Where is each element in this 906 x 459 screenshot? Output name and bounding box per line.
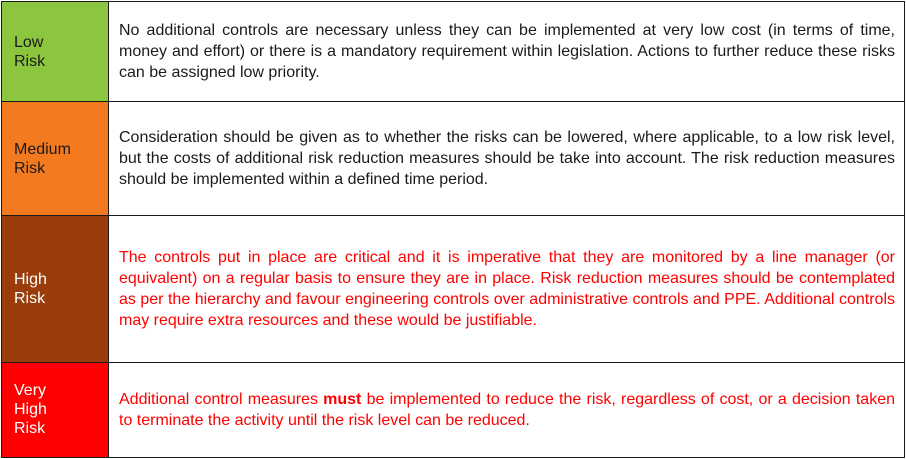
- risk-description-medium: Consideration should be given as to whether the risks can be lowered, where applicable, to a low risk level, but the costs of additional risk reduction measures should be take into account. The risk reduction measures should be implemented within a defined time period.: [109, 102, 905, 216]
- risk-description-very-high: [109, 362, 905, 457]
- risk-level-label: Medium: [14, 140, 71, 158]
- risk-level-label: High: [14, 401, 47, 419]
- risk-level-table: [1, 1, 905, 458]
- risk-level-high: [2, 216, 109, 362]
- description-emphasis: must: [323, 390, 362, 408]
- risk-level-label: Risk: [14, 52, 46, 70]
- description-text: be implemented to reduce the risk, regardless of cost, or a decision taken to terminate the activity until the risk level can be reduced.: [119, 390, 896, 429]
- risk-row-very-high: [2, 362, 905, 457]
- risk-level-label: High: [14, 271, 47, 289]
- risk-level-low: [2, 2, 109, 102]
- risk-row-medium: [2, 102, 905, 216]
- risk-description-high: The controls put in place are critical and it is imperative that they are monitored by a line manager (or equivalent) on a regular basis to ensure they are in place. Risk reduction measures should be contemplated as per the hierarchy and favour engineering controls over administrative controls and PPE. Additional controls may require extra resources and these would be justifiable.: [109, 216, 905, 362]
- risk-level-medium: [2, 102, 109, 216]
- risk-description-low: No additional controls are necessary unless they can be implemented at very low cost (in terms of time, money and effort) or there is a mandatory requirement within legislation. Actions to further reduce these risks can be assigned low priority.: [109, 2, 905, 102]
- risk-level-label: Low: [14, 33, 44, 51]
- risk-level-label: Risk: [14, 420, 46, 438]
- risk-level-very-high: [2, 362, 109, 457]
- description-text: Additional control measures: [119, 390, 324, 408]
- risk-row-low: [2, 2, 905, 102]
- risk-level-label: Risk: [14, 159, 46, 177]
- risk-level-label: Very: [14, 382, 47, 400]
- risk-row-high: [2, 216, 905, 362]
- risk-level-label: Risk: [14, 290, 46, 308]
